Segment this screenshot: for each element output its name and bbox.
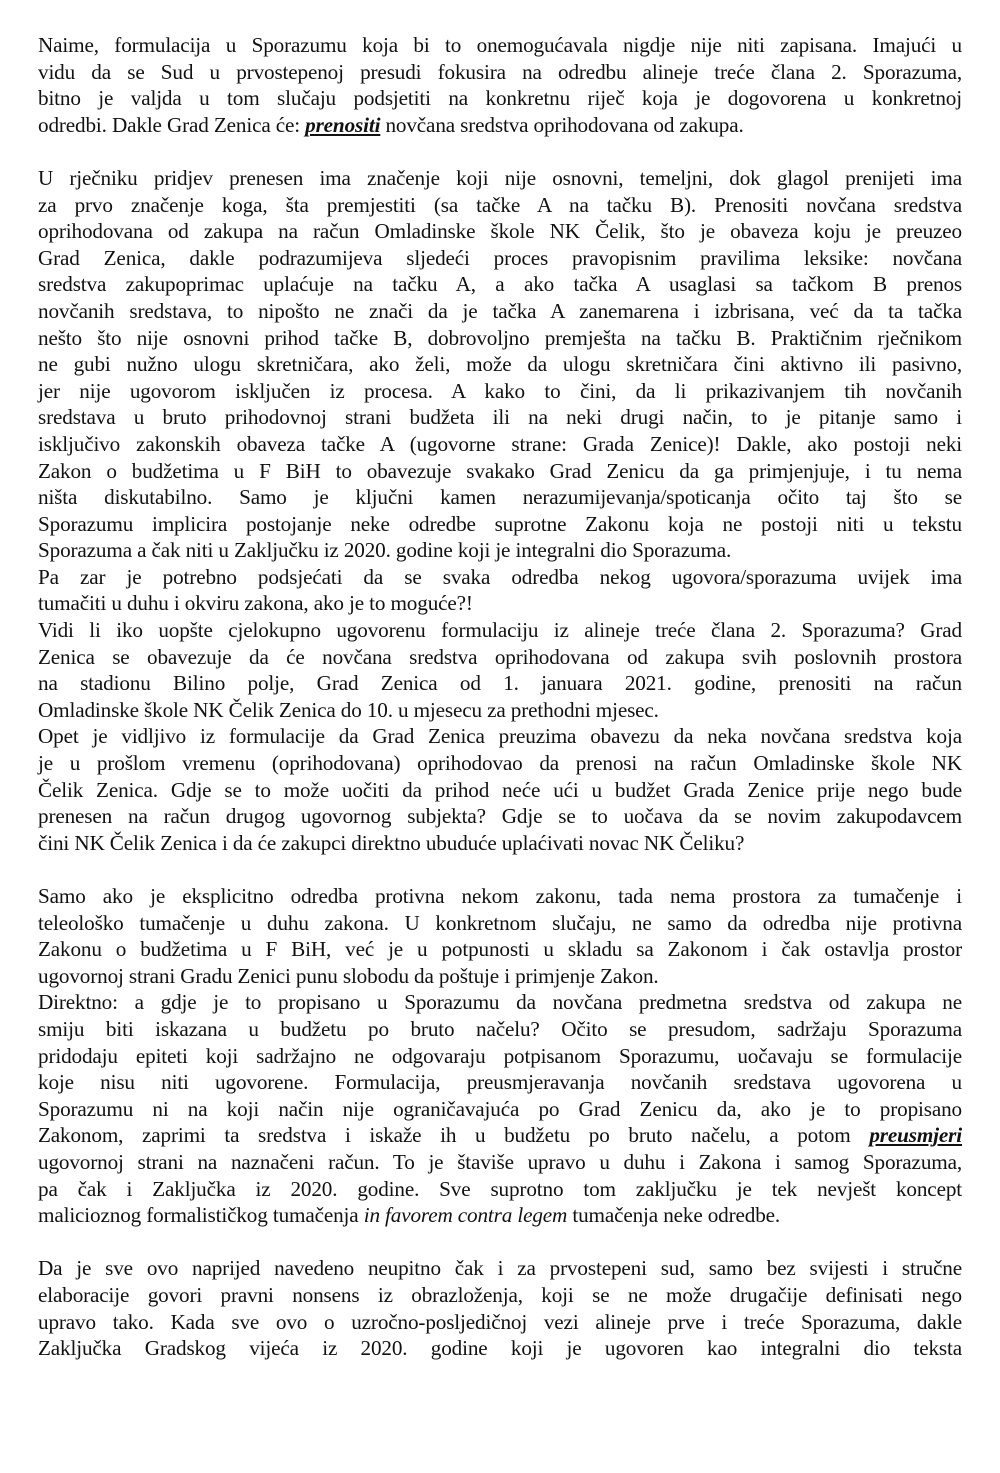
text-line: tumačiti u duhu i okviru zakona, ako je to moguće?!	[38, 591, 473, 616]
text-line: čini NK Čelik Zenica i da će zakupci direktno ubuduće uplaćivati novac NK Čeliku?	[38, 830, 745, 855]
text-line: koje nisu niti ugovorene. Formulacija, preusmjeravanja novčanih sredstava ugovorena u	[38, 1070, 962, 1095]
text-line: Samo ako je eksplicitno odredba protivna nekom zakonu, tada nema prostora za tumačenje i	[38, 884, 962, 908]
text-line: Sporazuma a čak niti u Zaključku iz 2020. godine koji je integralni dio Sporazuma.	[38, 538, 732, 563]
paragraph-gap	[38, 856, 962, 883]
paragraph-3	[38, 564, 962, 617]
text-line: teleološko tumačenje u duhu zakona. U konkretnom slučaju, ne samo da odredba nije protivna	[38, 910, 962, 935]
text-line: bitno je valjda u tom slučaju podsjetiti na konkretnu riječ koja je dogovorena u konkretnoj	[38, 86, 962, 111]
paragraph-5	[38, 723, 962, 856]
text-line: U rječniku pridjev prenesen ima značenje koji nije osnovni, temeljni, dok glagol prenijeti ima	[38, 165, 962, 190]
text-line: prenesen na račun drugog ugovornog subjekta? Gdje se to uočava da se novim zakupodavcem	[38, 804, 962, 829]
text-segment: Zakonom, zaprimi ta sredstva i iskaže ih u budžetu po bruto načelu, a potom	[38, 1123, 870, 1148]
text-line: Pa zar je potrebno podsjećati da se svaka odredba nekog ugovora/sporazuma uvijek ima	[38, 564, 962, 589]
text-line	[38, 112, 962, 139]
text-segment: novčana sredstva oprihodovana od zakupa.	[380, 112, 744, 137]
latin-phrase: in favorem contra legem	[363, 1203, 568, 1228]
paragraph-1	[38, 32, 962, 138]
paragraph-gap	[38, 1229, 962, 1256]
text-line: Vidi li iko uopšte cjelokupno ugovorenu formulaciju iz alineje treće člana 2. Sporazuma? Grad	[38, 618, 962, 643]
text-line: Sporazumu implicira postojanje neke odredbe suprotne Zakonu koja ne postoji niti u tekstu	[38, 511, 962, 536]
paragraph-8	[38, 1255, 962, 1361]
text-line: upravo tako. Kada sve ovo o uzročno-posljedičnoj vezi alineje prve i treće Sporazuma, dakle	[38, 1309, 962, 1334]
text-segment: tumačenja neke odredbe.	[567, 1203, 781, 1228]
text-line: na stadionu Bilino polje, Grad Zenica od 1. januara 2021. godine, prenositi na račun	[38, 671, 962, 696]
emphasized-word: prenositi	[305, 112, 381, 137]
text-line: je u prošlom vremenu (oprihodovana) oprihodovao da prenosi na račun Omladinske škole NK	[38, 751, 962, 776]
text-line: vidu da se Sud u prvostepenoj presudi fokusira na odredbu alineje treće člana 2. Sporazuma,	[38, 59, 962, 84]
text-line: smiju biti iskazana u budžetu po bruto načelu? Očito se presudom, sadržaju Sporazuma	[38, 1016, 962, 1041]
paragraph-6	[38, 883, 962, 989]
text-line: ugovornoj strani Gradu Zenici punu slobodu da poštuje i primjenje Zakon.	[38, 963, 659, 988]
text-line: oprihodovana od zakupa na račun Omladinske škole NK Čelik, što je obaveza koju je preuzeo	[38, 219, 962, 244]
text-line: Direktno: a gdje je to propisano u Sporazumu da novčana predmetna sredstva od zakupa ne	[38, 990, 962, 1015]
text-line: sredstva zakupoprimac uplaćuje na tačku A, a ako tačka A usaglasi sa tačkom B prenos	[38, 272, 962, 297]
document-page	[38, 32, 962, 1362]
text-line: novčanih sredstava, to nipošto ne znači da je tačka A zanemarena i izbrisana, već da ta tačka	[38, 298, 962, 323]
text-line: pa čak i Zaključka iz 2020. godine. Sve suprotno tom zaključku je tek nevješt koncept	[38, 1176, 962, 1201]
text-line: Da je sve ovo naprijed navedeno neupitno čak i za prvostepeni sud, samo bez svijesti i stručne	[38, 1256, 962, 1281]
text-line: Čelik Zenica. Gdje se to može uočiti da prihod neće ući u budžet Grada Zenice prije nego bude	[38, 777, 962, 802]
text-line: Naime, formulacija u Sporazumu koja bi to onemogućavala nigdje nije niti zapisana. Imajući u	[38, 33, 962, 57]
text-line: Opet je vidljivo iz formulacije da Grad Zenica preuzima obavezu da neka novčana sredstva koja	[38, 724, 962, 749]
text-line	[38, 1202, 962, 1229]
text-line: nešto što nije osnovni prihod tačke B, dobrovoljno premješta na tačku B. Praktičnim rječnikom	[38, 325, 962, 350]
text-line: pridodaju epiteti koji sadržajno ne odgovaraju potpisanom Sporazumu, uočavaju se formulacije	[38, 1043, 962, 1068]
text-line: sredstava u bruto prihodovnoj strani budžeta ili na neki drugi način, to je pitanje samo i	[38, 405, 962, 430]
emphasized-word: preusmjeri	[869, 1123, 962, 1148]
text-line: elaboracije govori pravni nonsens iz obrazloženja, koji se ne može drugačije definisati nego	[38, 1282, 962, 1307]
text-line: jer nije ugovorom isključen iz procesa. A kako to čini, da li prikazivanjem tih novčanih	[38, 378, 962, 403]
text-line: Grad Zenica, dakle podrazumijeva sljedeći proces pravopisnim pravilima leksike: novčana	[38, 245, 962, 270]
text-line: ne gubi nužno ulogu skretničara, ako želi, može da ulogu skretničara čini aktivno ili pasivno,	[38, 352, 962, 377]
text-line: Sporazumu ni na koji način nije ograničavajuća po Grad Zenicu da, ako je to propisano	[38, 1096, 962, 1121]
paragraph-2	[38, 165, 962, 564]
text-line: za prvo značenje koga, šta premjestiti (sa tačke A na tačku B). Prenositi novčana sredstva	[38, 192, 962, 217]
text-segment: malicioznog formalističkog tumačenja	[38, 1203, 364, 1228]
text-line: ugovornoj strani na naznačeni račun. To je štaviše upravo u duhu i Zakona i samog Sporazuma,	[38, 1149, 962, 1174]
paragraph-gap	[38, 138, 962, 165]
text-line: ništa diskutabilno. Samo je ključni kamen nerazumijevanja/spoticanja očito taj što se	[38, 485, 962, 510]
text-line: Zaključka Gradskog vijeća iz 2020. godine koji je ugovoren kao integralni dio teksta	[38, 1336, 962, 1361]
text-segment: odredbi. Dakle Grad Zenica će:	[38, 112, 306, 137]
text-line: Zakon o budžetima u F BiH to obavezuje svakako Grad Zenicu da ga primjenjuje, i tu nema	[38, 458, 962, 483]
text-line	[38, 1122, 962, 1149]
text-line: Zakonu o budžetima u F BiH, već je u potpunosti u skladu sa Zakonom i čak ostavlja prostor	[38, 937, 962, 962]
text-line: Zenica se obavezuje da će novčana sredstva oprihodovana od zakupa svih poslovnih prostora	[38, 644, 962, 669]
paragraph-4	[38, 617, 962, 723]
text-line: isključivo zakonskih obaveza tačke A (ugovorne strane: Grada Zenice)! Dakle, ako postoji neki	[38, 431, 962, 456]
text-line: Omladinske škole NK Čelik Zenica do 10. u mjesecu za prethodni mjesec.	[38, 697, 659, 722]
paragraph-7	[38, 989, 962, 1228]
